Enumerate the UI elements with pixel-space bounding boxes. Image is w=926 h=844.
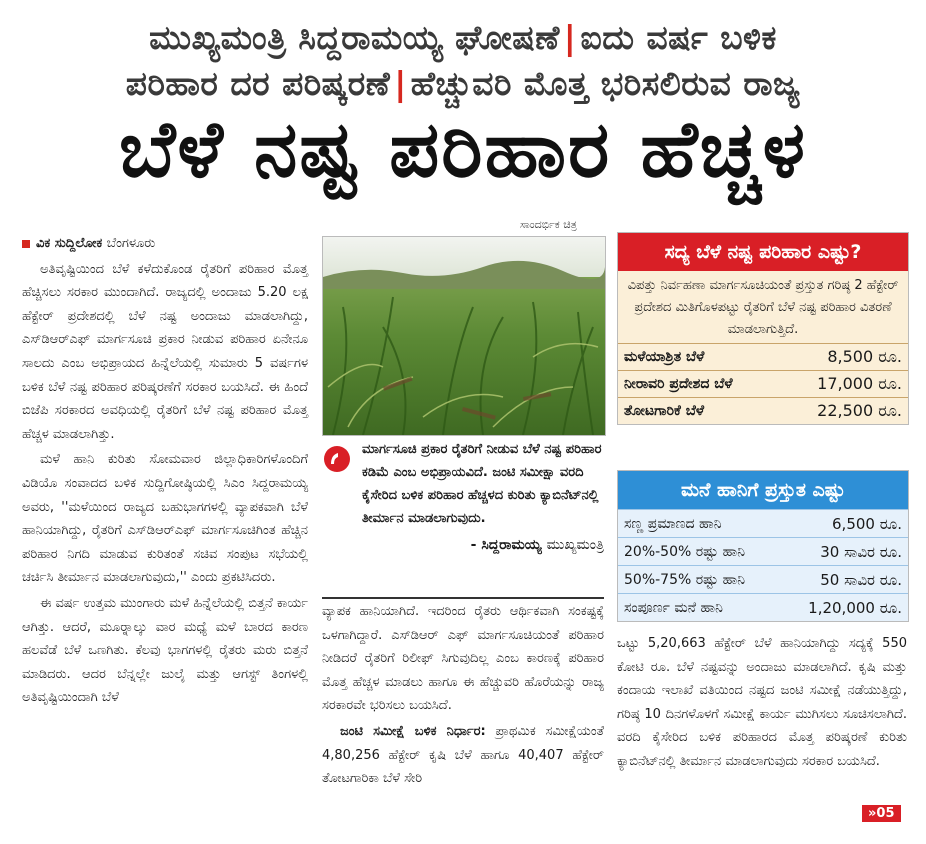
crop-field-photo [322, 236, 606, 436]
quote-text: ಮಾರ್ಗಸೂಚಿ ಪ್ರಕಾರ ರೈತರಿಗೆ ನೀಡುವ ಬೆಳೆ ನಷ್ಟ ಪರಿಹಾರ ಕಡಿಮೆ ಎಂಬ ಅಭಿಪ್ರಾಯವಿದೆ. ಜಂಟಿ ಸಮೀಕ್ಷಾ ವರದಿ ಕೈಸೇರಿದ ಬಳಿಕ ಪರಿಹಾರ ಹೆಚ್ಚಳದ ಕುರಿತು ಕ್ಯಾಬಿನೆಟ್‌ನಲ್ಲಿ ತೀರ್ಮಾನ ಮಾಡಲಾಗುವುದು. [362, 442, 602, 526]
article-column-2 [322, 600, 604, 793]
table-row [618, 510, 908, 538]
row-value: 17,000 ರೂ. [779, 371, 908, 398]
row-value: 50 ಸಾವಿರ ರೂ. [779, 566, 908, 594]
crop-field-image [323, 237, 605, 435]
row-value: 30 ಸಾವಿರ ರೂ. [779, 538, 908, 566]
kicker-line-1 [0, 18, 926, 58]
table-row [618, 344, 908, 371]
divider [322, 597, 604, 599]
kicker-separator: | [394, 64, 407, 103]
paragraph: ಮಳೆ ಹಾನಿ ಕುರಿತು ಸೋಮವಾರ ಜಿಲ್ಲಾಧಿಕಾರಿಗಳೊಂದಿಗೆ ವಿಡಿಯೊ ಸಂವಾದದ ಬಳಿಕ ಸುದ್ದಿಗೋಷ್ಠಿಯಲ್ಲಿ ಸಿಎಂ ಸಿದ್ದರಾಮಯ್ಯ ಅವರು, ''ಮಳೆಯಿಂದ ರಾಜ್ಯದ ಬಹುಭಾಗಗಳಲ್ಲಿ ವ್ಯಾಪಕವಾಗಿ ಬೆಳೆ ಹಾನಿಯಾಗಿದ್ದು, ರೈತರಿಗೆ ಎಸ್‌ಡಿಆರ್‌ಎಫ್ ಮಾರ್ಗಸೂಚಿಗಿಂತ ಹೆಚ್ಚಿನ ಪರಿಹಾರ ನಿಗದಿ ಮಾಡುವ ಕುರಿತಂತೆ ಸಚಿವ ಸಂಪುಟ ಸಭೆಯಲ್ಲಿ ಚರ್ಚಿಸಿ ತೀರ್ಮಾನ ಮಾಡಲಾಗುವುದು,'' ಎಂದು ಪ್ರಕಟಿಸಿದರು. [22, 452, 308, 586]
article-column-1 [22, 232, 308, 712]
table-row [618, 538, 908, 566]
kicker-2b: ಹೆಚ್ಚುವರಿ ಮೊತ್ತ ಭರಿಸಲಿರುವ ರಾಜ್ಯ [410, 64, 801, 103]
row-label: ಮಳೆಯಾಶ್ರಿತ ಬೆಳೆ [618, 344, 779, 371]
subhead-body: ಪ್ರಾಥಮಿಕ ಸಮೀಕ್ಷೆಯಂತೆ 4,80,256 ಹೆಕ್ಟೇರ್ ಕೃಷಿ ಬೆಳೆ ಹಾಗೂ 40,407 ಹೆಕ್ಟೇರ್ ತೋಟಗಾರಿಕಾ ಬೆಳೆ ಸೇರಿ [322, 723, 604, 787]
quote-author [322, 534, 604, 557]
dateline-agency: ವಿಕ ಸುದ್ದಿಲೋಕ [36, 236, 103, 251]
paragraph: ಈ ವರ್ಷ ಉತ್ತಮ ಮುಂಗಾರು ಮಳೆ ಹಿನ್ನೆಲೆಯಲ್ಲಿ ಬಿತ್ತನೆ ಕಾರ್ಯ ಆಗಿತ್ತು. ಆದರೆ, ಮೂರ್‍ನಾಲ್ಕು ವಾರ ಮಧ್ಯೆ ಮಳೆ ಬಾರದ ಕಾರಣ ಹಲವೆಡೆ ಬೆಳೆ ಒಣಗಿತು. ಕೆಲವು ಭಾಗಗಳಲ್ಲಿ ರೈತರು ಮರು ಬಿತ್ತನೆ ಮಾಡಿದರು. ಆದರ ಬೆನ್ನಲ್ಲೇ ಜುಲೈ ಮತ್ತು ಆಗಸ್ಟ್ ತಿಂಗಳಲ್ಲಿ ಅತಿವೃಷ್ಟಿಯಿಂದಾಗಿ ಬೆಳೆ [22, 595, 308, 706]
table-row [618, 566, 908, 594]
kicker-separator: | [563, 18, 577, 57]
table-row [618, 398, 908, 425]
row-value: 1,20,000 ರೂ. [779, 594, 908, 622]
table-row [618, 371, 908, 398]
quote-author-name: - ಸಿದ್ದರಾಮಯ್ಯ [470, 537, 542, 553]
kicker-1a: ಮುಖ್ಯಮಂತ್ರಿ ಸಿದ್ದರಾಮಯ್ಯ ಘೋಷಣೆ [149, 18, 560, 57]
row-label: ನೀರಾವರಿ ಪ್ರದೇಶದ ಬೆಳೆ [618, 371, 779, 398]
row-value: 22,500 ರೂ. [779, 398, 908, 425]
kicker-2a: ಪರಿಹಾರ ದರ ಪರಿಷ್ಕರಣೆ [125, 64, 391, 103]
dateline [22, 232, 308, 256]
row-value: 8,500 ರೂ. [779, 344, 908, 371]
quote-author-role: ಮುಖ್ಯಮಂತ್ರಿ [546, 537, 604, 553]
kicker-line-2 [0, 64, 926, 104]
box-intro: ವಿಪತ್ತು ನಿರ್ವಹಣಾ ಮಾರ್ಗಸೂಚಿಯಂತೆ ಪ್ರಸ್ತುತ ಗರಿಷ್ಠ 2 ಹೆಕ್ಟೇರ್ ಪ್ರದೇಶದ ಮಿತಿಗೊಳಪಟ್ಟು ರೈತರಿಗೆ ಬೆಳೆ ನಷ್ಟ ಪರಿಹಾರ ವಿತರಣೆ ಮಾಡಲಾಗುತ್ತಿದೆ. [627, 278, 899, 337]
kicker-1b: ಐದು ವರ್ಷ ಬಳಿಕ [580, 18, 777, 57]
row-label: ಸಂಪೂರ್ಣ ಮನೆ ಹಾನಿ [618, 594, 779, 622]
dateline-marker-icon [22, 240, 30, 248]
box-title: ಸದ್ಯ ಬೆಳೆ ನಷ್ಟ ಪರಿಹಾರ ಎಷ್ಟು? [618, 233, 908, 271]
table-row [618, 594, 908, 622]
continued-page-link[interactable]: »05 [862, 805, 901, 822]
subhead-lead: ಜಂಟಿ ಸಮೀಕ್ಷೆ ಬಳಿಕ ನಿರ್ಧಾರ: [340, 723, 486, 739]
box-title: ಮನೆ ಹಾನಿಗೆ ಪ್ರಸ್ತುತ ಎಷ್ಟು [618, 471, 908, 509]
dateline-place: ಬೆಂಗಳೂರು [106, 236, 156, 251]
paragraph: ಅತಿವೃಷ್ಟಿಯಿಂದ ಬೆಳೆ ಕಳೆದುಕೊಂಡ ರೈತರಿಗೆ ಪರಿಹಾರ ಮೊತ್ತ ಹೆಚ್ಚಿಸಲು ಸರಕಾರ ಮುಂದಾಗಿದೆ. ರಾಜ್ಯದಲ್ಲಿ ಅಂದಾಜು 5.20 ಲಕ್ಷ ಹೆಕ್ಟೇರ್ ಪ್ರದೇಶದಲ್ಲಿ ಬೆಳೆ ನಷ್ಟ ಅಂದಾಜು ಮಾಡಲಾಗಿದ್ದು, ಎಸ್‌ಡಿಆರ್‌ಎಫ್ ಮಾರ್ಗಸೂಚಿ ಪ್ರಕಾರ ನೀಡುವ ಪರಿಹಾರ ಏನೇನೂ ಸಾಲದು ಎಂಬ ಅಭಿಪ್ರಾಯದ ಹಿನ್ನೆಲೆಯಲ್ಲಿ ಸುಮಾರು 5 ವರ್ಷಗಳ ಬಳಿಕ ಬೆಳೆ ನಷ್ಟ ಪರಿಹಾರ ಪರಿಷ್ಕರಣೆಗೆ ಸರಕಾರ ಬಯಸಿದೆ. ಈ ಹಿಂದೆ ಬಿಜೆಪಿ ಸರಕಾರದ ಅವಧಿಯಲ್ಲಿ ರೈತರಿಗೆ ಬೆಳೆ ನಷ್ಟ ಪರಿಹಾರ ಮೊತ್ತ ಹೆಚ್ಚಳ ಮಾಡಲಾಗಿತ್ತು. [22, 261, 308, 442]
paragraph: ಒಟ್ಟು 5,20,663 ಹೆಕ್ಟೇರ್ ಬೆಳೆ ಹಾನಿಯಾಗಿದ್ದು ಸದ್ಯಕ್ಕೆ 550 ಕೋಟಿ ರೂ. ಬೆಳೆ ನಷ್ಟವನ್ನು ಅಂದಾಜು ಮಾಡಲಾಗಿದೆ. ಕೃಷಿ ಮತ್ತು ಕಂದಾಯ ಇಲಾಖೆ ವತಿಯಿಂದ ನಷ್ಟದ ಜಂಟಿ ಸಮೀಕ್ಷೆ ನಡೆಯುತ್ತಿದ್ದು, ಗರಿಷ್ಠ 10 ದಿನಗಳೊಳಗೆ ಸಮೀಕ್ಷೆ ಕಾರ್ಯ ಮುಗಿಸಲು ಸೂಚಿಸಲಾಗಿದೆ. ವರದಿ ಕೈಸೇರಿದ ಬಳಿಕ ಪರಿಹಾರದ ಮೊತ್ತ ಪರಿಷ್ಕರಣೆ ಕುರಿತು ಕ್ಯಾಬಿನೆಟ್‌ನಲ್ಲಿ ತೀರ್ಮಾನ ಮಾಡಲಾಗುವುದು ಸರಕಾರ ಬಯಸಿದೆ. [617, 636, 907, 769]
row-label: 50%-75% ರಷ್ಟು ಹಾನಿ [618, 566, 779, 594]
row-label: 20%-50% ರಷ್ಟು ಹಾನಿ [618, 538, 779, 566]
pull-quote [322, 438, 604, 557]
row-label: ಸಣ್ಣ ಪ್ರಮಾಣದ ಹಾನಿ [618, 510, 779, 538]
row-value: 6,500 ರೂ. [779, 510, 908, 538]
row-label: ತೋಟಗಾರಿಕೆ ಬೆಳೆ [618, 398, 779, 425]
house-rate-table [618, 509, 908, 621]
crop-compensation-box [617, 232, 909, 425]
crop-rate-table [618, 343, 908, 424]
paragraph [322, 720, 604, 791]
paragraph: ವ್ಯಾಪಕ ಹಾನಿಯಾಗಿದೆ. ಇದರಿಂದ ರೈತರು ಆರ್ಥಿಕವಾಗಿ ಸಂಕಷ್ಟಕ್ಕೆ ಒಳಗಾಗಿದ್ದಾರೆ. ಎಸ್‌ಡಿಆರ್ ಎಫ್ ಮಾರ್ಗಸೂಚಿಯಂತೆ ಪರಿಹಾರ ನೀಡಿದರೆ ರೈತರಿಗೆ ರಿಲೀಫ್ ಸಿಗುವುದಿಲ್ಲ ಎಂಬ ಕಾರಣಕ್ಕೆ ಪರಿಹಾರ ಮೊತ್ತ ಹೆಚ್ಚಳ ಮಾಡಲು ಹಾಗೂ ಈ ಹೆಚ್ಚುವರಿ ಹೊರೆಯನ್ನು ರಾಜ್ಯ ಸರಕಾರವೇ ಭರಿಸಲು ಬಯಸಿದೆ. [322, 604, 604, 714]
photo-caption: ಸಾಂದರ್ಭಿಕ ಚಿತ್ರ [520, 218, 577, 231]
main-headline: ಬೆಳೆ ನಷ್ಟ ಪರಿಹಾರ ಹೆಚ್ಚಳ [119, 104, 807, 195]
house-damage-box [617, 470, 909, 622]
quote-mark-icon [322, 444, 352, 474]
article-column-3 [617, 632, 907, 776]
